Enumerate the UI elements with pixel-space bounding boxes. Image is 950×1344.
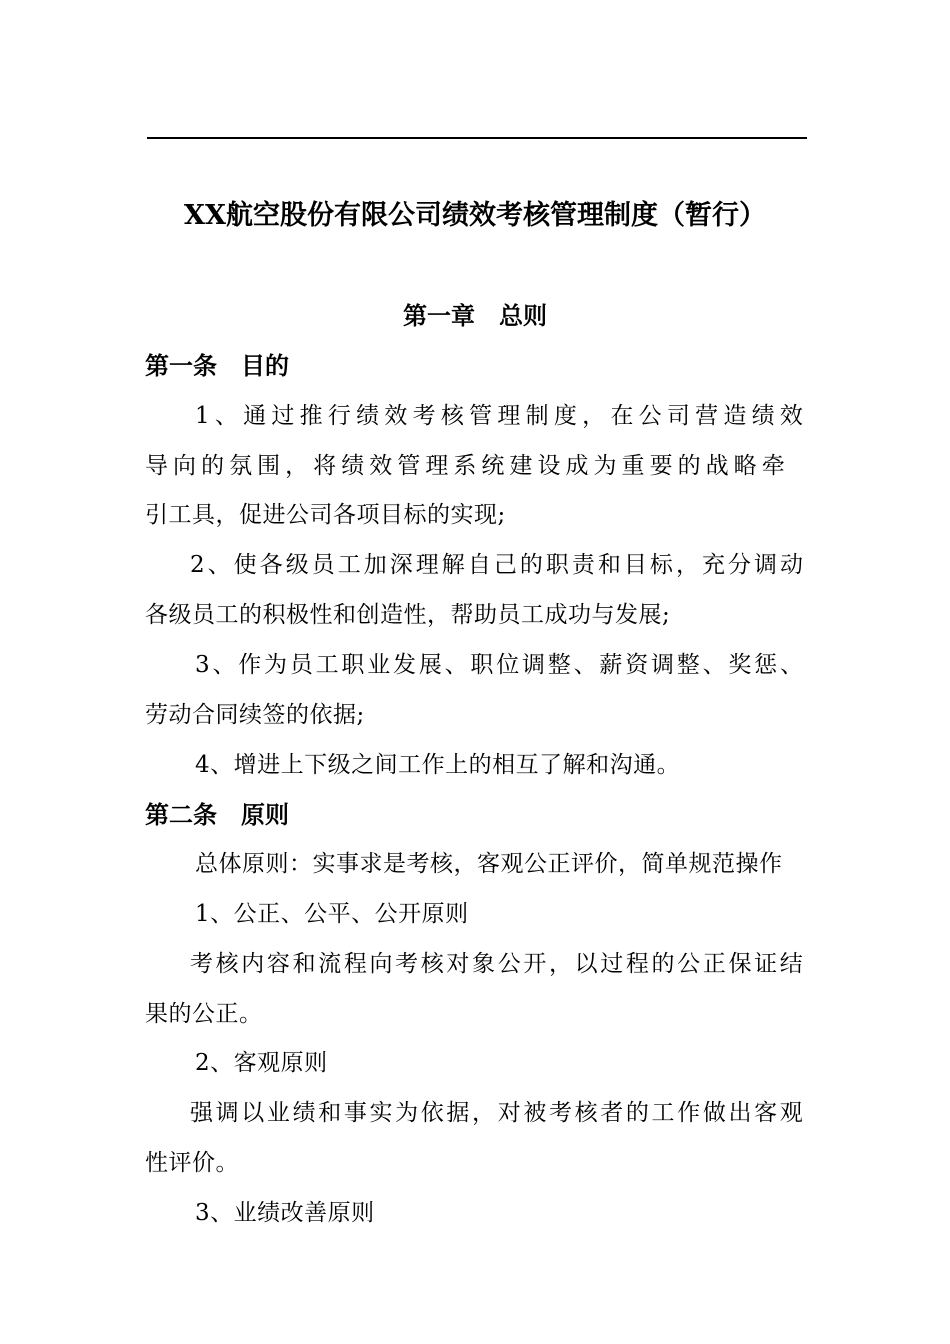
- chapter-heading: 第一章 总则: [403, 301, 547, 330]
- principle-3-title: 3、业绩改善原则: [195, 1200, 375, 1226]
- text-line: 导 向 的 氛 围 ， 将 绩 效 管 理 系 统 建 设 成 为 重 要 的 战 略 牵: [145, 453, 785, 479]
- text-line: 1 、 通 过 推 行 绩 效 考 核 管 理 制 度 ， 在 公 司 营 造 绩 效: [195, 403, 803, 429]
- text-line: 劳动合同续签的依据;: [145, 702, 365, 728]
- principle-1-title: 1、公正、公平、公开原则: [195, 901, 469, 927]
- principle-2-title: 2、客观原则: [195, 1050, 328, 1076]
- text-line: 考 核 内 容 和 流 程 向 考 核 对 象 公 开 ， 以 过 程 的 公 正 保 证 结: [190, 951, 803, 977]
- article-1-item-4: 4、增进上下级之间工作上的相互了解和沟通。: [195, 752, 681, 778]
- text-line: 引工具，促进公司各项目标的实现;: [145, 502, 506, 528]
- general-principle: 总体原则：实事求是考核，客观公正评价，简单规范操作: [195, 851, 783, 877]
- header-rule: [147, 137, 807, 139]
- text-line: 果的公正。: [145, 1001, 263, 1027]
- article-1-heading: 第一条 目的: [145, 351, 289, 380]
- text-line: 3 、 作 为 员 工 职 业 发 展 、 职 位 调 整 、 薪 资 调 整 、 奖 惩 、: [195, 652, 803, 678]
- document-title: XX航空股份有限公司绩效考核管理制度（暂行）: [184, 200, 766, 231]
- article-2-heading: 第二条 原则: [145, 800, 289, 829]
- text-line: 性评价。: [145, 1150, 239, 1176]
- text-line: 2 、 使 各 级 员 工 加 深 理 解 自 己 的 职 责 和 目 标 ， 充 分 调 动: [190, 552, 803, 578]
- text-line: 强 调 以 业 绩 和 事 实 为 依 据 ， 对 被 考 核 者 的 工 作 做 出 客 观: [190, 1100, 803, 1126]
- text-line: 各级员工的积极性和创造性，帮助员工成功与发展;: [145, 602, 671, 628]
